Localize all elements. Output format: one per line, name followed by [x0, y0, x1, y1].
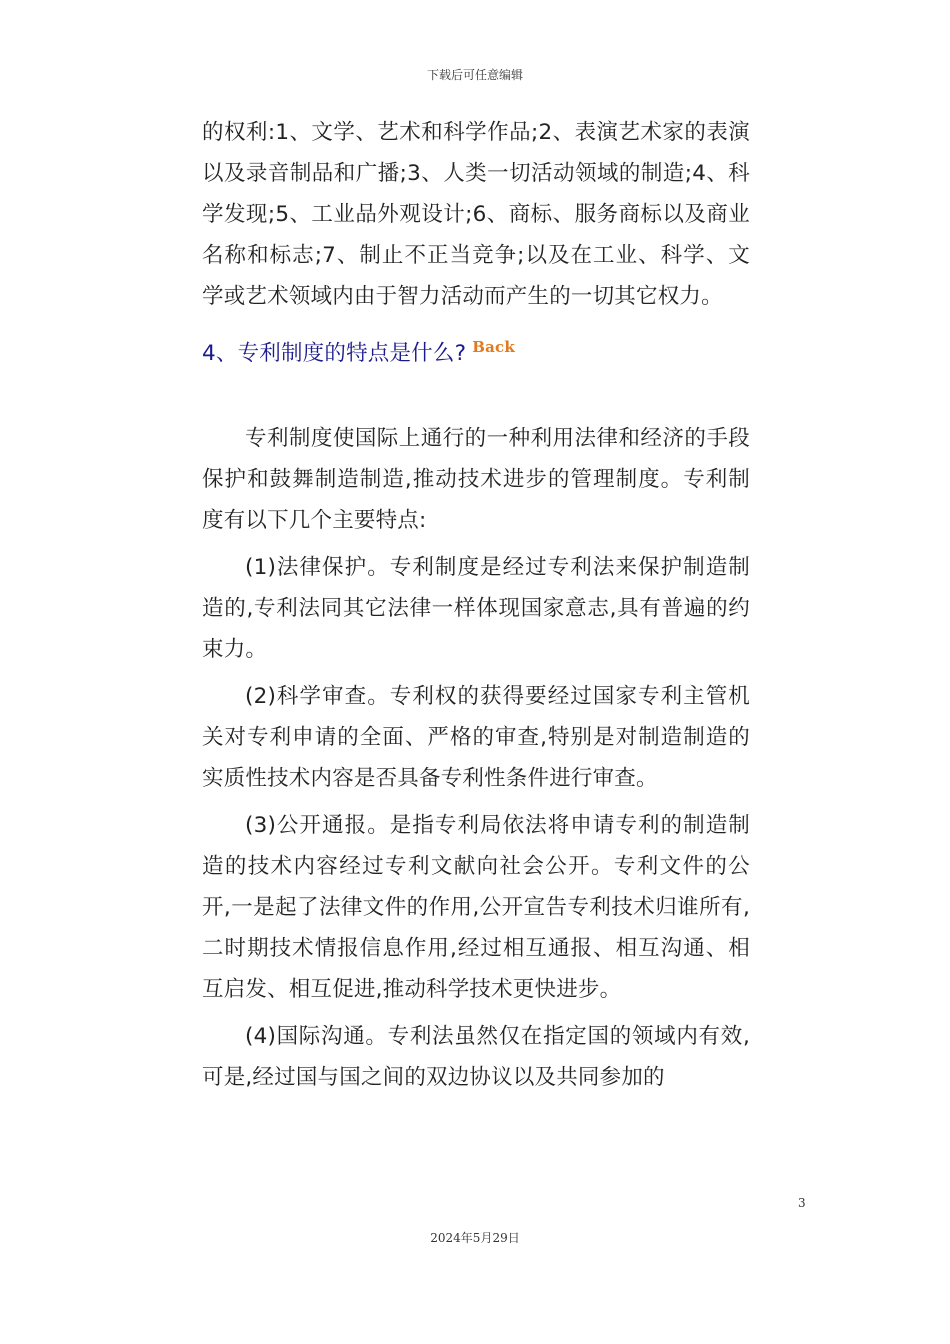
- section-heading: [202, 327, 750, 374]
- back-link[interactable]: Back: [472, 338, 515, 356]
- document-body: [202, 112, 750, 1098]
- page-footer-date: 2024年5月29日: [430, 1231, 520, 1245]
- intro-paragraph: 的权利:1、文学、艺术和科学作品;2、表演艺术家的表演以及录音制品和广播;3、人类一切活动领域的制造;4、科学发现;5、工业品外观设计;6、商标、服务商标以及商业名称和标志;7、制止不正当竞争;以及在工业、科学、文学或艺术领域内由于智力活动而产生的一切其它权力。: [202, 120, 750, 309]
- paragraph-public-notice: (3)公开通报。是指专利局依法将申请专利的制造制造的技术内容经过专利文献向社会公开。专利文件的公开,一是起了法律文件的作用,公开宣告专利技术归谁所有,二时期技术情报信息作用,经过相互通报、相互沟通、相互启发、相互促进,推动科学技术更快进步。: [202, 813, 750, 1002]
- section-heading-text: 4、专利制度的特点是什么?: [202, 341, 467, 366]
- page-number: 3: [798, 1196, 806, 1210]
- page-header: 下载后可任意编辑: [426, 68, 523, 82]
- paragraph-legal-protection: (1)法律保护。专利制度是经过专利法来保护制造制造的,专利法同其它法律一样体现国家意志,具有普遍的约束力。: [202, 555, 750, 662]
- paragraph-scientific-review: (2)科学审查。专利权的获得要经过国家专利主管机关对专利申请的全面、严格的审查,特别是对制造制造的实质性技术内容是否具备专利性条件进行审查。: [202, 684, 750, 791]
- paragraph-international-exchange: (4)国际沟通。专利法虽然仅在指定国的领域内有效,可是,经过国与国之间的双边协议以及共同参加的: [202, 1024, 750, 1090]
- paragraph-overview: 专利制度使国际上通行的一种利用法律和经济的手段保护和鼓舞制造制造,推动技术进步的管理制度。专利制度有以下几个主要特点:: [202, 426, 750, 533]
